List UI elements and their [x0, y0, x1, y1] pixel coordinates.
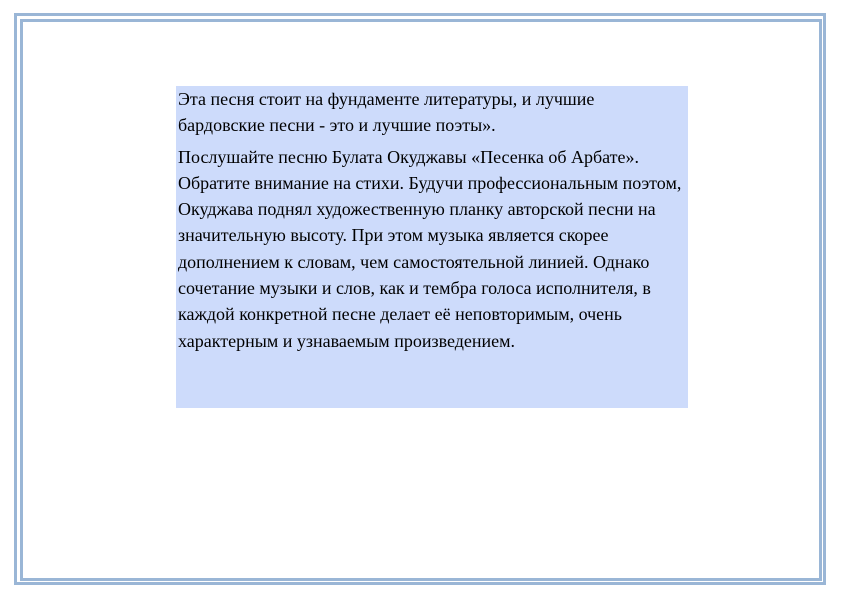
paragraph-quote-ending: Эта песня стоит на фундаменте литературы, и лучшие бардовские песни - это и лучшие поэты». [178, 89, 595, 136]
paragraph-okudzhava: Послушайте песню Булата Окуджавы «Песенка об Арбате». Обратите внимание на стихи. Будучи профессиональным поэтом, Окуджава поднял художественную планку авторской песни на значительную высоту. При этом музыка является скорее дополнением к словам, чем самостоятельной линией. Однако сочетание музыки и слов, как и тембра голоса исполнителя, в каждой конкретной песне делает её неповторимым, очень характерным и узнаваемым произведением. [178, 146, 682, 351]
highlighted-text-block [176, 86, 688, 408]
